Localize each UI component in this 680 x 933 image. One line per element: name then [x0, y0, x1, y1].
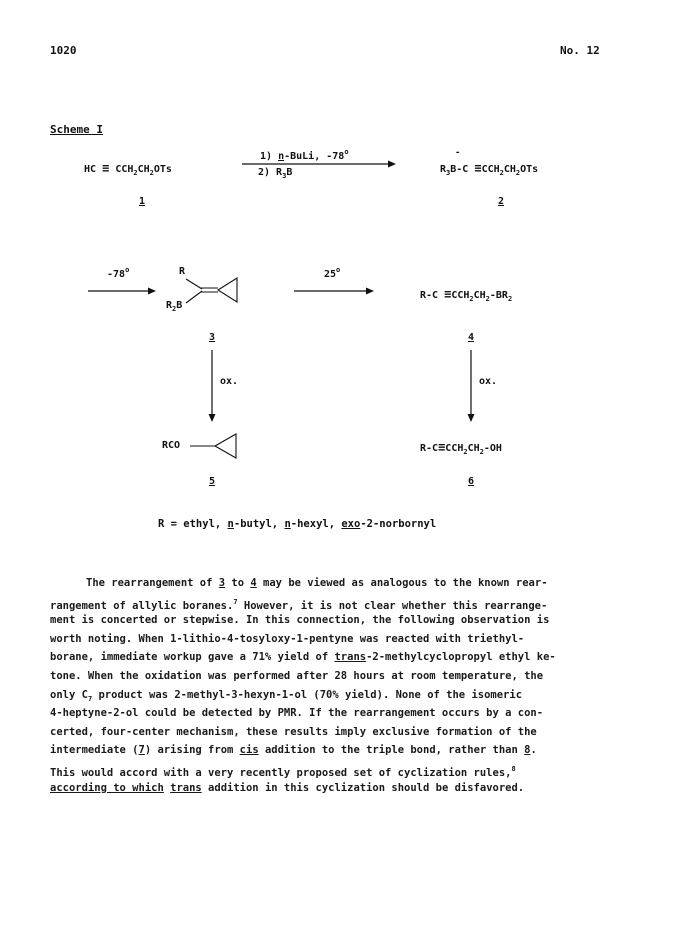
body-line: 4-heptyne-2-ol could be detected by PMR. If the rearrangement occurs by a con- [50, 707, 544, 720]
body-line: intermediate (7) arising from cis addition to the triple bond, rather than 8. [50, 744, 537, 757]
body-line: certed, four-center mechanism, these results imply exclusive formation of the [50, 725, 537, 738]
body-line: tone. When the oxidation was performed after 28 hours at room temperature, the [50, 669, 544, 682]
body-line: The rearrangement of 3 to 4 may be viewed as analogous to the known rear- [86, 577, 548, 589]
body-line: worth noting. When 1-lithio-4-tosyloxy-1-pentyne was reacted with triethyl- [50, 632, 525, 645]
page-number: 1020 [50, 44, 77, 57]
issue-number: No. 12 [560, 44, 600, 57]
arrow-4-to-6 [468, 350, 475, 422]
r-group-legend: R = ethyl, n-butyl, n-hexyl, exo-2-norbornyl [158, 518, 437, 530]
reagent-2: 2) $R_3B$ [258, 167, 293, 180]
scheme-title: Scheme I [50, 123, 103, 136]
arrow-3-to-5 [209, 350, 216, 422]
compound-4-formula: $R-C \equiv CCH_2CH_2-BR_2$ [420, 287, 513, 303]
step-to-3-condition: -78$^o$ [107, 266, 130, 280]
compound-3-r2b: $R_2B$ [166, 300, 183, 313]
compound-6-label: 6 [468, 476, 475, 487]
body-line: rangement of allylic boranes.$^7$ However, it is not clear whether this rearrange- [50, 597, 548, 612]
body-line: according to which trans addition in this cyclization should be disfavored. [50, 781, 525, 794]
step-3-4-condition: 25$^o$ [324, 266, 341, 280]
body-line: borane, immediate workup gave a 71% yield of trans-2-methylcyclopropyl ethyl ke- [50, 651, 556, 664]
compound-4-label: 4 [468, 332, 475, 343]
compound-3-r: R [179, 266, 186, 277]
compound-3-structure [186, 278, 237, 303]
compound-5-formula: RCO [162, 440, 181, 451]
reagent-1: 1) n-BuLi, -78$^o$ [260, 148, 349, 162]
compound-6-formula: $R-C\equiv CCH_2CH_2-OH$ [420, 440, 502, 456]
step-4-6-condition: ox. [479, 376, 498, 387]
compound-5-structure [190, 434, 236, 458]
compound-2-label: 2 [498, 196, 505, 207]
arrow-3-to-4 [294, 288, 374, 295]
compound-2-formula: $R_3B-C \equiv CCH_2CH_2OTs$ [440, 161, 539, 177]
body-paragraph [50, 574, 625, 797]
body-line: only $C_7$ product was 2-methyl-3-hexyn-1-ol (70% yield). None of the isomeric [50, 688, 523, 703]
charge-minus: - [455, 148, 461, 158]
step-3-5-condition: ox. [220, 376, 239, 387]
compound-3-label: 3 [209, 332, 216, 343]
compound-1-label: 1 [139, 196, 146, 207]
arrow-to-3 [88, 288, 156, 295]
body-line: ment is concerted or stepwise. In this connection, the following observation is [50, 614, 550, 627]
compound-1-formula: HC ≡ $CCH_2CH_2OTs$ [84, 161, 172, 177]
compound-5-label: 5 [209, 476, 216, 487]
body-line: This would accord with a very recently proposed set of cyclization rules,$^8$ [50, 764, 516, 779]
